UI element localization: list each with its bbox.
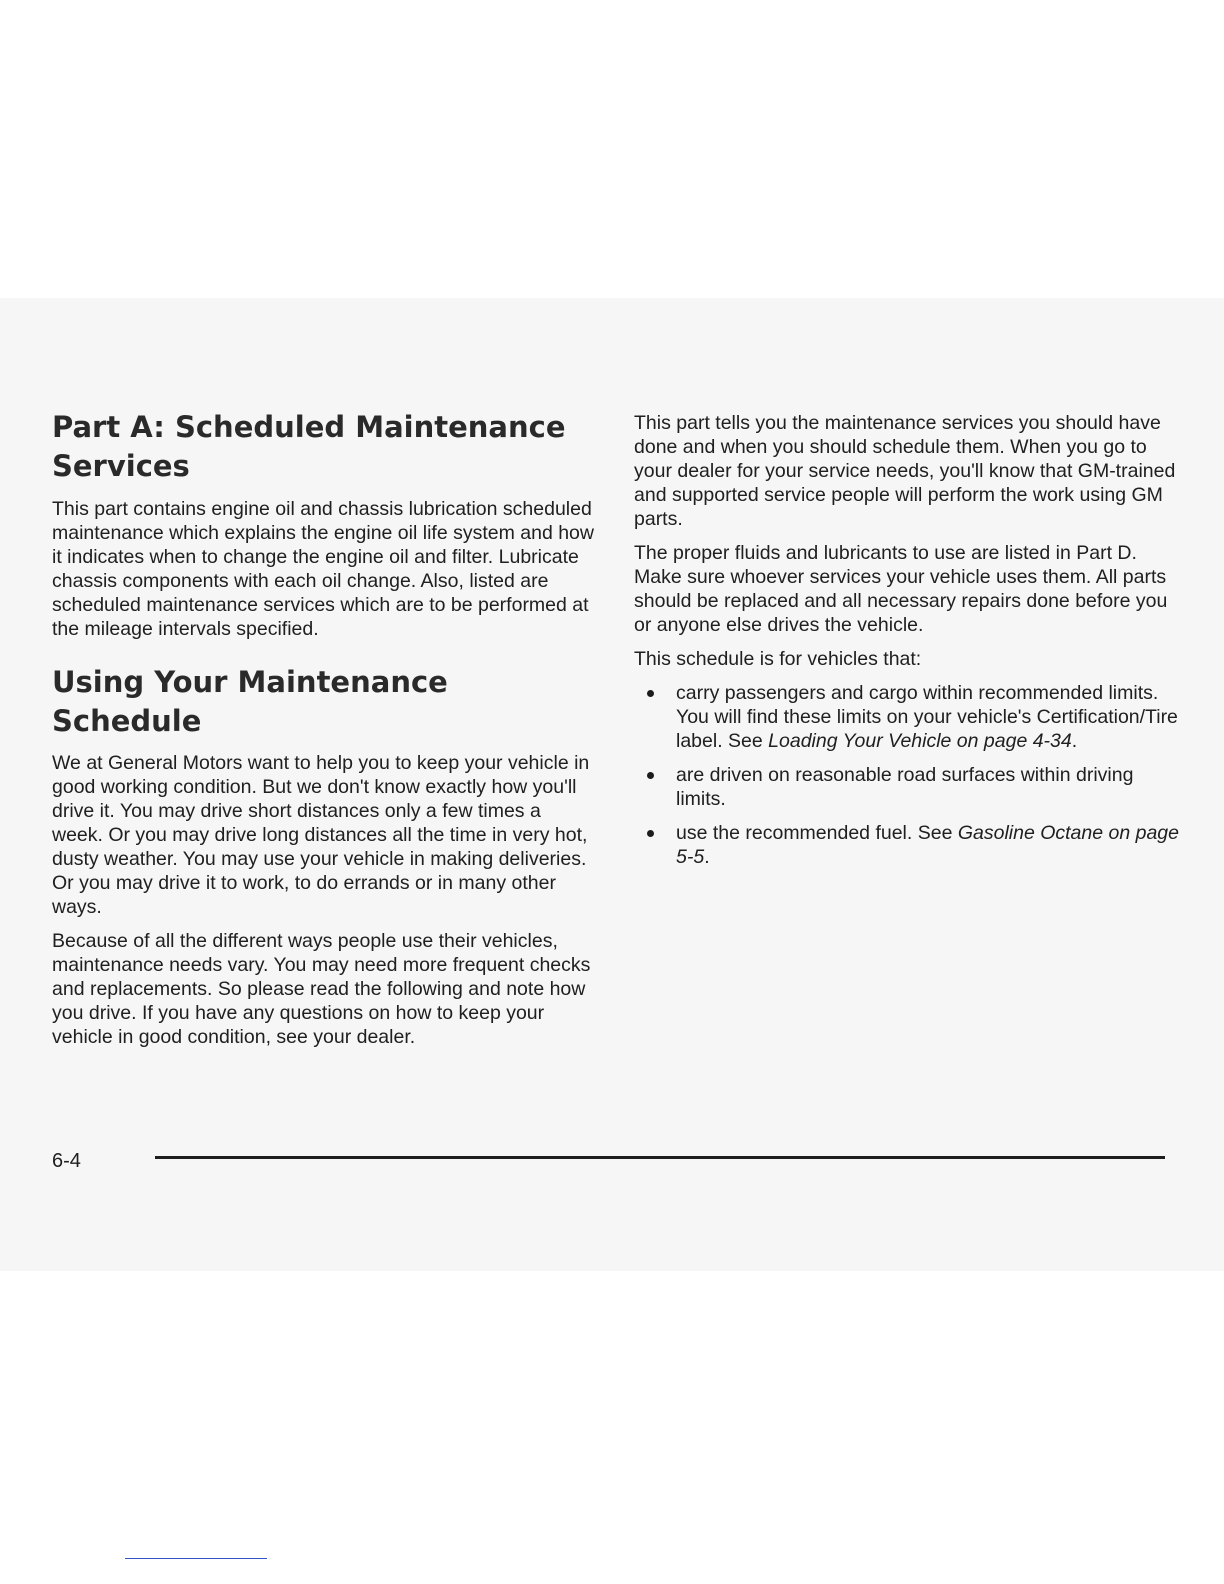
list-item [634,821,1179,869]
page-number: 6-4 [52,1150,81,1172]
bullet-icon [647,690,654,697]
bullet-icon [647,830,654,837]
right-paragraph-1: This part tells you the maintenance services you should have done and when you should schedule them. When you go to your dealer for your service needs, you'll know that GM-trained and supported service people will perform the work using GM parts. [634,412,1176,530]
using-schedule-paragraph-1: We at General Motors want to help you to keep your vehicle in good working condition. But we don't know exactly how you'll drive it. You may drive short distances only a few times a week. Or you may drive long distances all the time in very hot, dusty weather. You may use your vehicle in making deliveries. Or you may drive it to work, to do errands or in many other ways. [52,752,590,918]
right-paragraph-2: The proper fluids and lubricants to use are listed in Part D. Make sure whoever services your vehicle uses them. All parts should be replaced and all necessary repairs done before you or anyone else drives the vehicle. [634,542,1168,636]
right-paragraph-3: This schedule is for vehicles that: [634,648,922,670]
cross-reference-link[interactable]: Loading Your Vehicle on page 4-34 [768,730,1072,752]
footer-divider [155,1156,1165,1159]
list-item-text: use the recommended fuel. See [676,822,958,844]
using-schedule-paragraph-2: Because of all the different ways people use their vehicles, maintenance needs vary. You may need more frequent checks and replacements. So please read the following and note how you drive. If you have any questions on how to keep your vehicle in good condition, see your dealer. [52,930,591,1048]
part-a-heading: Part A: Scheduled Maintenance Services [52,410,566,483]
list-item-text: carry passengers and cargo within recommended limits. You will find these limits on your vehicle's Certification/Tire label. See [676,682,1178,752]
list-item [634,681,1179,753]
link-underline [125,1558,267,1559]
vehicle-conditions-list [634,681,1179,869]
left-column [52,408,597,1049]
list-item [634,763,1179,811]
list-item-text: are driven on reasonable road surfaces within driving limits. [676,764,1134,810]
list-item-end: . [1071,730,1078,752]
bullet-icon [647,772,654,779]
list-item-end: . [704,846,710,868]
using-schedule-heading: Using Your Maintenance Schedule [52,665,448,738]
right-column [634,411,1179,879]
cross-reference-link[interactable]: Gasoline Octane on page 5-5 [676,822,1179,868]
part-a-body: This part contains engine oil and chassis lubrication scheduled maintenance which explains the engine oil life system and how it indicates when to change the engine oil and filter. Lubricate chassis components with each oil change. Also, listed are scheduled maintenance services which are to be performed at the mileage intervals specified. [52,498,594,640]
